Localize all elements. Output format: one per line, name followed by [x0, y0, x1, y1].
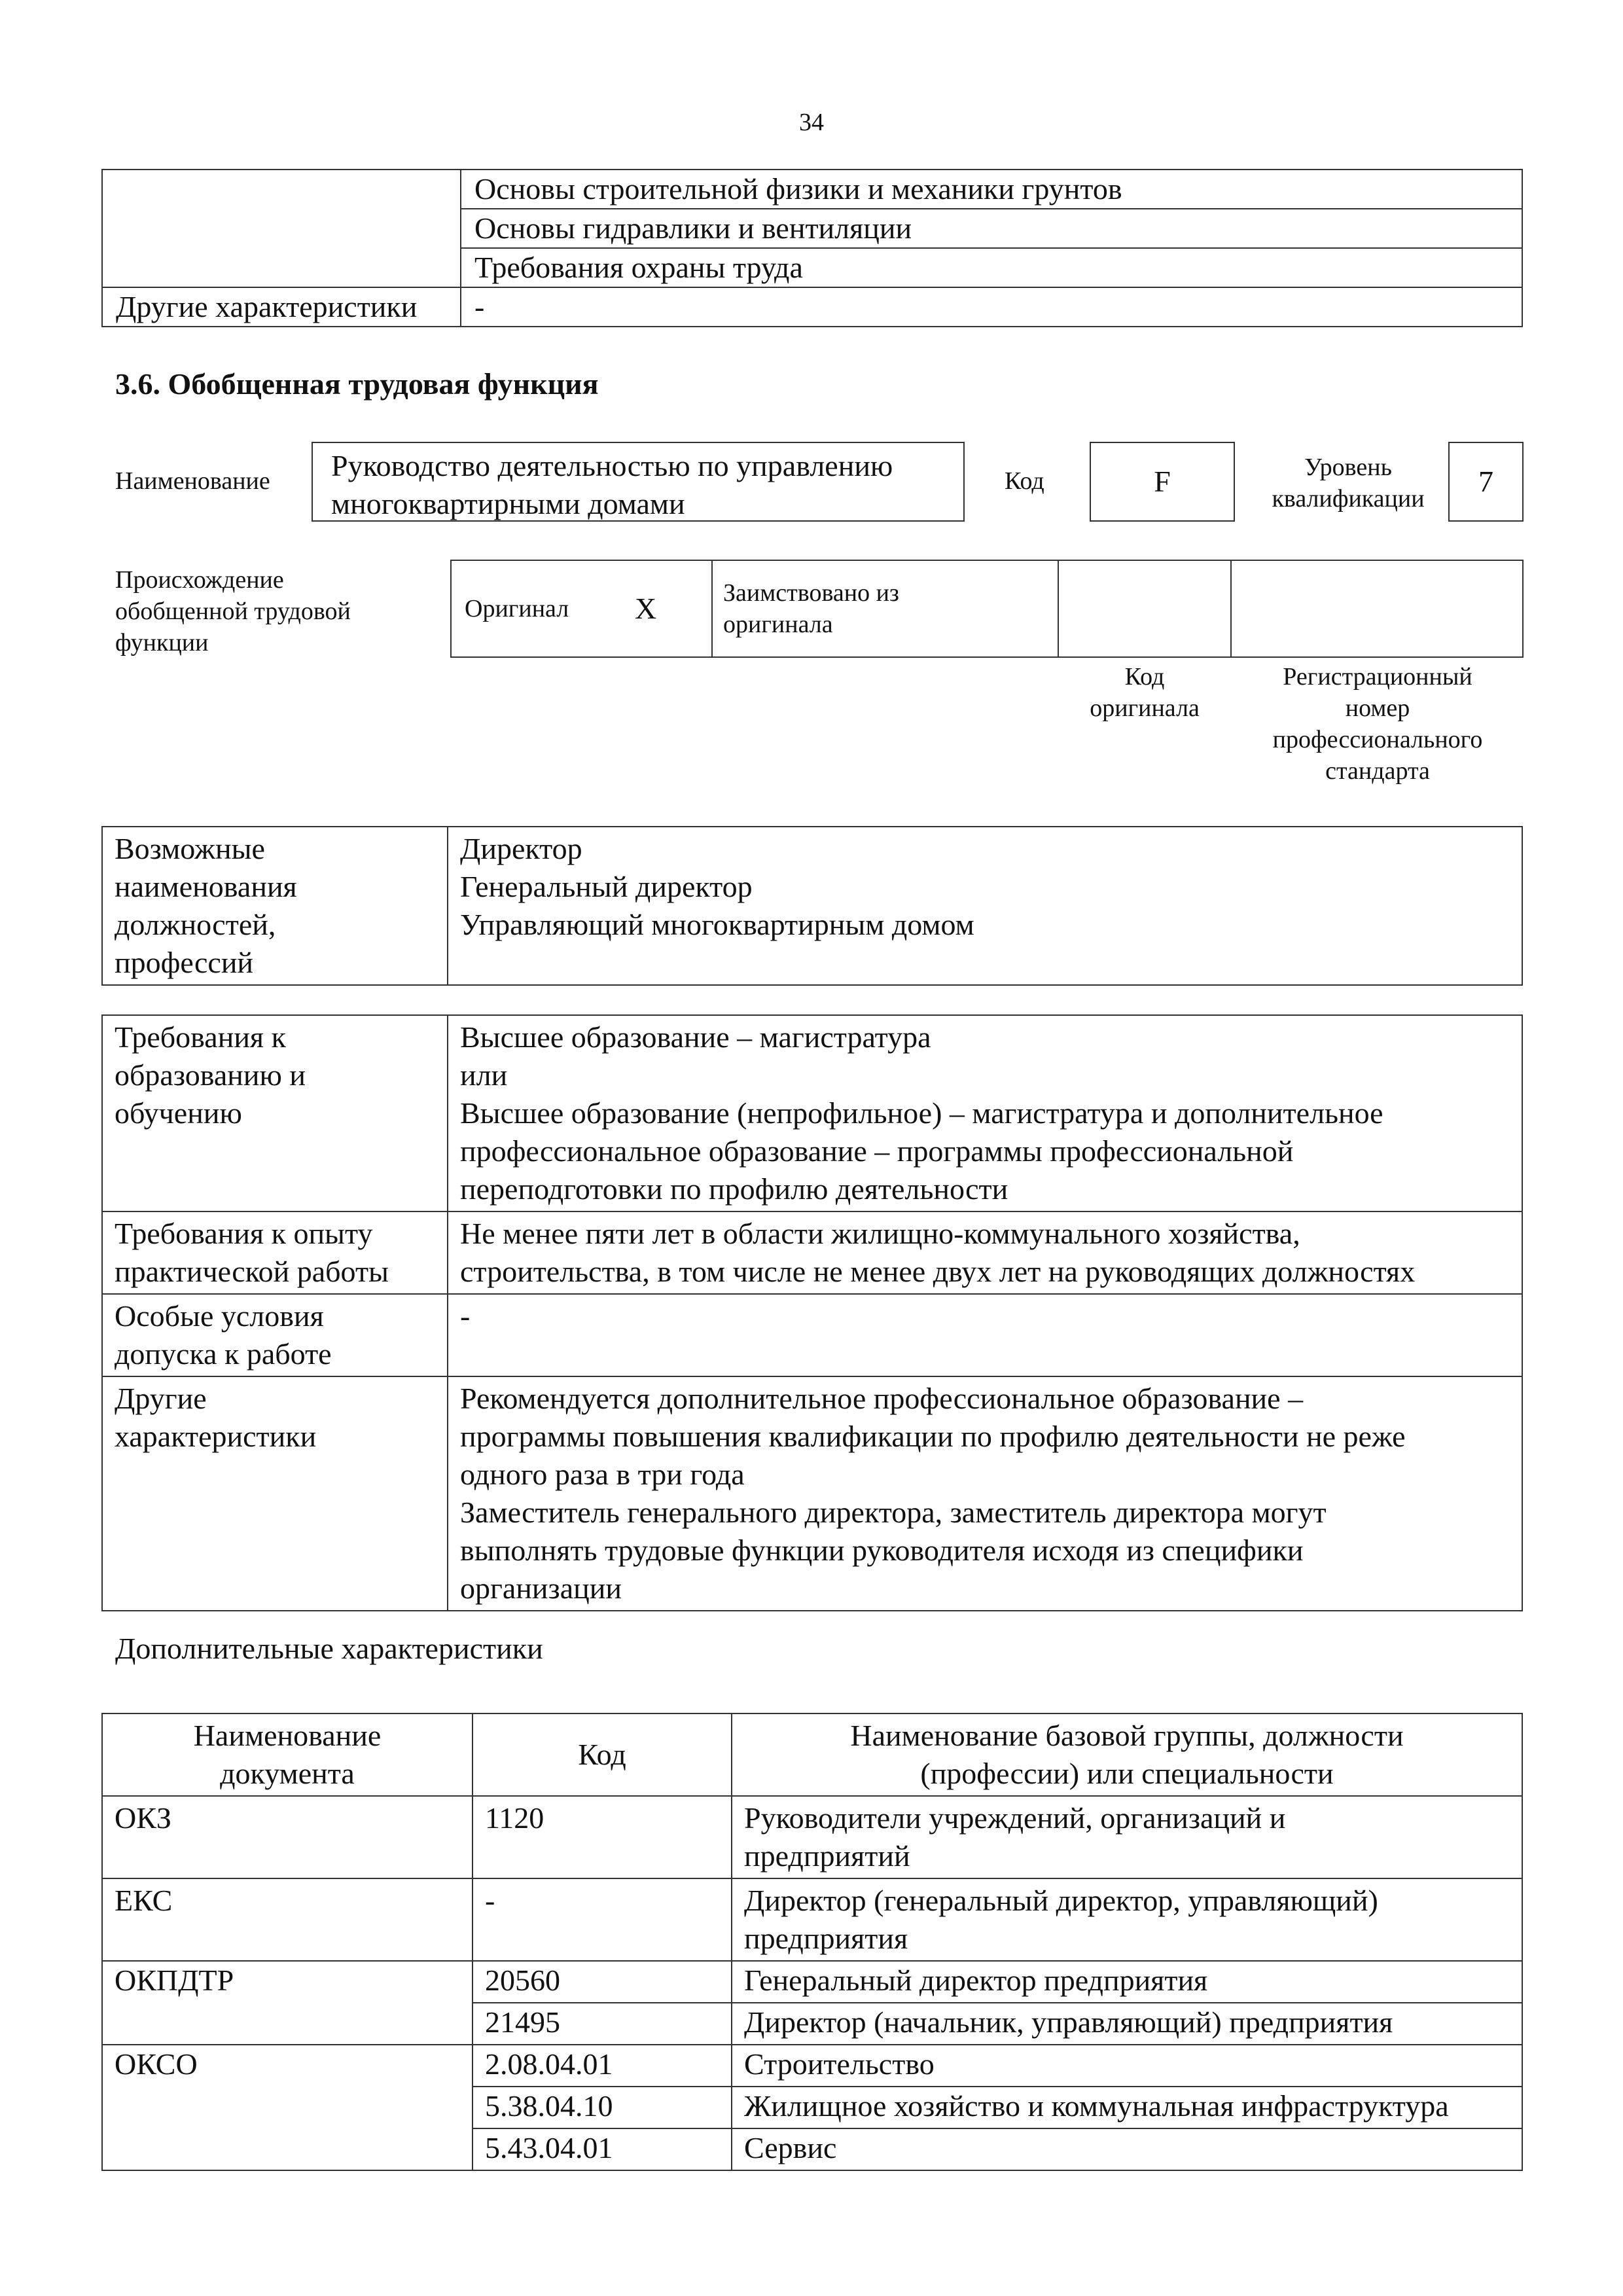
header-code: Код — [473, 1713, 732, 1796]
okpdtr-doc: ОКПДТР — [102, 1961, 473, 2045]
caption-line: Код — [1124, 663, 1165, 691]
value-line: организации — [460, 1571, 622, 1605]
eks-code: - — [473, 1878, 732, 1961]
value-line: Высшее образование (непрофильное) – магистратура и дополнительное — [460, 1096, 1383, 1130]
origin-divider — [711, 560, 713, 658]
header-line: Наименование базовой группы, должности — [850, 1719, 1404, 1752]
level-label-line: Уровень — [1304, 454, 1392, 481]
caption-line: Регистрационный — [1283, 663, 1472, 691]
value-line: одного раза в три года — [460, 1458, 745, 1491]
other-characteristics-label: Другие характеристики — [102, 287, 461, 327]
borrowed-label-line: Заимствовано из — [723, 579, 899, 607]
okz-code: 1120 — [473, 1796, 732, 1878]
origin-divider — [1230, 560, 1232, 658]
section-title: 3.6. Обобщенная трудовая функция — [115, 367, 599, 401]
code-value-box: F — [1090, 442, 1235, 522]
positions-list — [448, 827, 1522, 985]
okso-name: Сервис — [732, 2128, 1522, 2170]
eks-doc: ЕКС — [102, 1878, 473, 1961]
value-line: строительства, в том числе не менее двух лет на руководящих должностях — [460, 1255, 1416, 1288]
original-label: Оригинал — [465, 595, 569, 622]
origin-divider — [1058, 560, 1059, 658]
function-name-line: Руководство деятельностью по управлению — [331, 449, 893, 482]
code-label: Код — [1005, 467, 1044, 495]
positions-table — [101, 826, 1523, 986]
value-line: переподготовки по профилю деятельности — [460, 1172, 1008, 1206]
label-line: образованию и — [115, 1058, 306, 1092]
page-number: 34 — [799, 109, 824, 136]
function-name-line: многоквартирными домами — [331, 487, 685, 520]
label-line: практической работы — [115, 1255, 389, 1288]
header-line: документа — [220, 1757, 355, 1790]
registration-number-caption — [1232, 661, 1524, 787]
value-line: программы повышения квалификации по профилю деятельности не реже — [460, 1420, 1406, 1453]
original-code-caption — [1059, 661, 1230, 724]
caption-line: профессионального — [1272, 726, 1483, 753]
origin-label-line: обобщенной трудовой — [115, 598, 351, 625]
other-characteristics-value: - — [461, 287, 1522, 327]
okpdtr-name: Генеральный директор предприятия — [732, 1961, 1522, 2003]
okz-doc: ОКЗ — [102, 1796, 473, 1878]
okso-name: Жилищное хозяйство и коммунальная инфраструктура — [732, 2087, 1522, 2128]
name-label: Наименование — [115, 467, 270, 495]
additional-characteristics-title: Дополнительные характеристики — [115, 1632, 543, 1665]
okso-code: 5.38.04.10 — [473, 2087, 732, 2128]
function-name-box — [312, 442, 965, 522]
header-document — [102, 1713, 473, 1796]
origin-box — [450, 560, 1524, 658]
value-line: Высшее образование – магистратура — [460, 1020, 931, 1054]
okz-name — [732, 1796, 1522, 1878]
label-line: обучению — [115, 1096, 242, 1130]
label-line: Требования к — [115, 1020, 286, 1054]
value-line: или — [460, 1058, 508, 1092]
value-line: Не менее пяти лет в области жилищно-коммунального хозяйства, — [460, 1217, 1300, 1250]
label-line: Требования к опыту — [115, 1217, 373, 1250]
level-label — [1243, 452, 1453, 514]
value-line: Рекомендуется дополнительное профессиональное образование – — [460, 1382, 1304, 1415]
special-conditions-label — [102, 1294, 448, 1376]
special-conditions-value: - — [448, 1294, 1522, 1376]
top-table-empty-cell — [102, 170, 461, 287]
other-characteristics-label — [102, 1376, 448, 1611]
okpdtr-code: 20560 — [473, 1961, 732, 2003]
education-value — [448, 1015, 1522, 1211]
origin-label-line: Происхождение — [115, 566, 284, 594]
value-line: профессиональное образование – программы профессиональной — [460, 1134, 1294, 1168]
top-knowledge-table — [101, 169, 1523, 327]
level-label-line: квалификации — [1272, 485, 1425, 512]
other-characteristics-value — [448, 1376, 1522, 1611]
okpdtr-name: Директор (начальник, управляющий) предприятия — [732, 2003, 1522, 2045]
knowledge-row: Требования охраны труда — [461, 248, 1522, 287]
eks-name — [732, 1878, 1522, 1961]
header-group-name — [732, 1713, 1522, 1796]
name-line: предприятия — [744, 1922, 908, 1955]
additional-characteristics-table — [101, 1713, 1523, 2171]
name-line: предприятий — [744, 1839, 910, 1873]
label-line: характеристики — [115, 1420, 317, 1453]
position-item: Директор — [460, 832, 582, 865]
experience-value — [448, 1211, 1522, 1294]
position-item: Генеральный директор — [460, 870, 753, 903]
origin-label-line: функции — [115, 629, 209, 656]
caption-line: номер — [1345, 694, 1410, 722]
positions-label-line: Возможные — [115, 832, 265, 865]
label-line: Другие — [115, 1382, 207, 1415]
header-line: (профессии) или специальности — [920, 1757, 1334, 1790]
experience-label — [102, 1211, 448, 1294]
okso-doc: ОКСО — [102, 2045, 473, 2170]
value-line: выполнять трудовые функции руководителя исходя из специфики — [460, 1534, 1304, 1567]
label-line: Особые условия — [115, 1299, 324, 1333]
okso-name: Строительство — [732, 2045, 1522, 2087]
position-item: Управляющий многоквартирным домом — [460, 908, 974, 941]
name-line: Директор (генеральный директор, управляющий) — [744, 1884, 1378, 1917]
knowledge-row: Основы строительной физики и механики грунтов — [461, 170, 1522, 209]
level-value-box: 7 — [1448, 442, 1524, 522]
positions-label-line: профессий — [115, 946, 254, 979]
value-line: Заместитель генерального директора, заместитель директора могут — [460, 1496, 1327, 1529]
label-line: допуска к работе — [115, 1337, 332, 1371]
name-line: Руководители учреждений, организаций и — [744, 1801, 1286, 1835]
caption-line: стандарта — [1325, 757, 1430, 785]
okso-code: 5.43.04.01 — [473, 2128, 732, 2170]
requirements-table — [101, 1014, 1523, 1611]
borrowed-label-line: оригинала — [723, 611, 833, 638]
okso-code: 2.08.04.01 — [473, 2045, 732, 2087]
positions-label-line: наименования — [115, 870, 297, 903]
borrowed-label — [723, 577, 899, 640]
knowledge-row: Основы гидравлики и вентиляции — [461, 209, 1522, 248]
education-label — [102, 1015, 448, 1211]
caption-line: оригинала — [1090, 694, 1200, 722]
original-mark: X — [635, 592, 657, 625]
positions-label-line: должностей, — [115, 908, 276, 941]
header-line: Наименование — [193, 1719, 382, 1752]
origin-label — [115, 564, 351, 658]
positions-label — [102, 827, 448, 985]
okpdtr-code: 21495 — [473, 2003, 732, 2045]
